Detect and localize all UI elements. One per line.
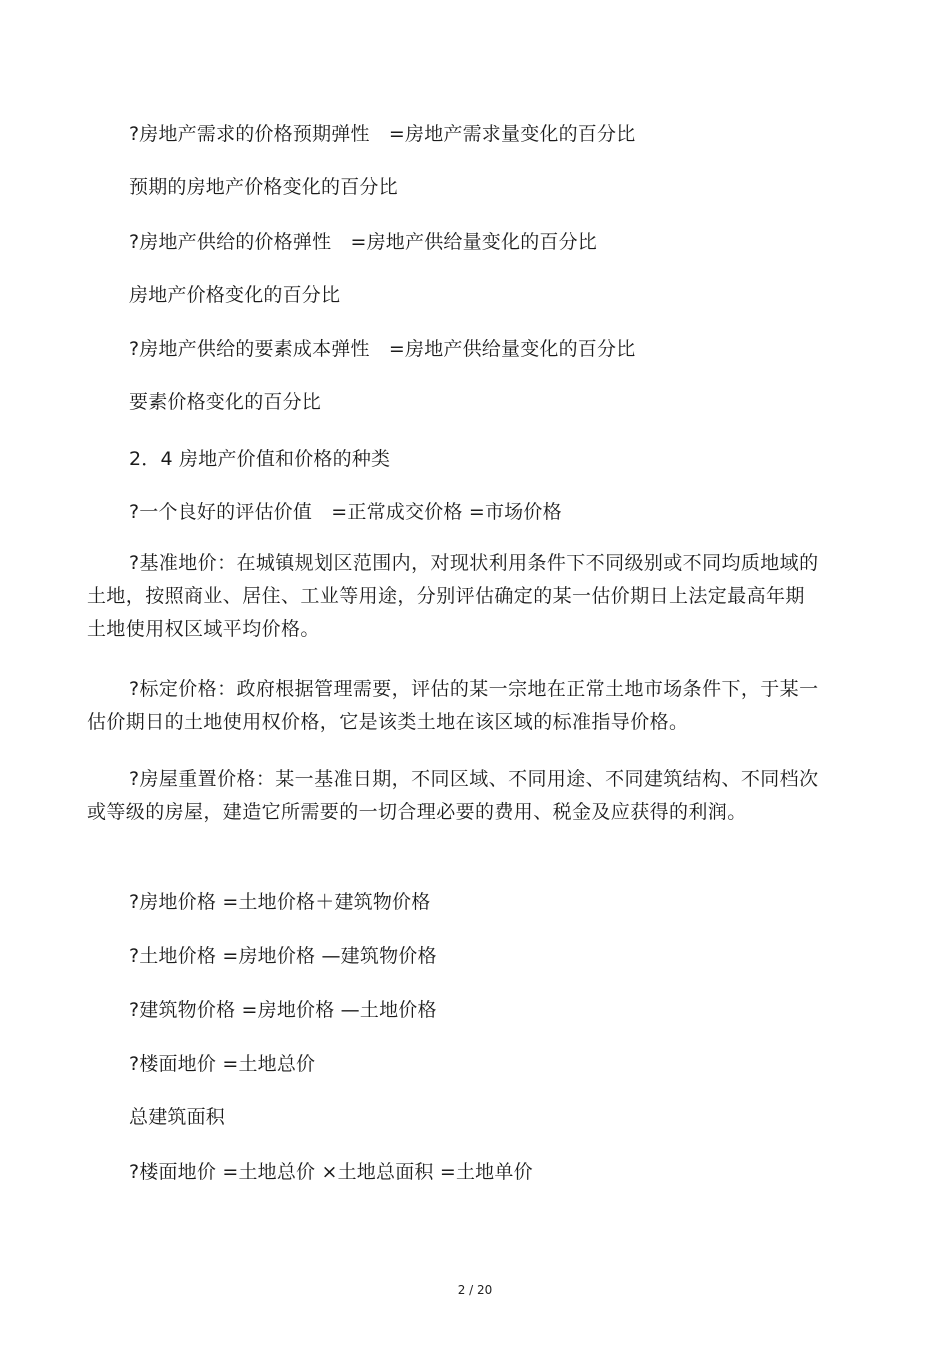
paragraph: ?标定价格：政府根据管理需要，评估的某一宗地在正常土地市场条件下，于某一估价期日的土地使用权价格，它是该类土地在该区域的标准指导价格。	[87, 678, 819, 733]
formula-line: ?楼面地价 =土地总价	[129, 1053, 316, 1075]
text-line: ?房地产供给的要素成本弹性 =房地产供给量变化的百分比	[129, 338, 636, 360]
text-line: 要素价格变化的百分比	[129, 391, 322, 413]
text-line: ?房地产供给的价格弹性 =房地产供给量变化的百分比	[129, 231, 598, 253]
text-line: 房地产价格变化的百分比	[129, 284, 341, 306]
formula-line: 总建筑面积	[129, 1106, 226, 1128]
text-line: 预期的房地产价格变化的百分比	[129, 176, 398, 198]
paragraph: ?基准地价：在城镇规划区范围内，对现状利用条件下不同级别或不同均质地域的土地，按照商业、居住、工业等用途，分别评估确定的某一估价期日上法定最高年期土地使用权区域平均价格。	[87, 552, 819, 640]
text-line: ?一个良好的评估价值 =正常成交价格 =市场价格	[129, 501, 562, 523]
section-heading: 2．4 房地产价值和价格的种类	[129, 448, 391, 470]
formula-line: ?建筑物价格 =房地价格 —土地价格	[129, 999, 437, 1021]
paragraph: ?房屋重置价格：某一基准日期，不同区域、不同用途、不同建筑结构、不同档次或等级的房屋，建造它所需要的一切合理必要的费用、税金及应获得的利润。	[87, 768, 819, 823]
text-line: ?房地产需求的价格预期弹性 =房地产需求量变化的百分比	[129, 123, 636, 145]
formula-line: ?房地价格 =土地价格＋建筑物价格	[129, 891, 431, 913]
formula-line: ?楼面地价 =土地总价 ×土地总面积 =土地单价	[129, 1161, 533, 1183]
page-number: 2 / 20	[457, 1283, 493, 1297]
formula-line: ?土地价格 =房地价格 —建筑物价格	[129, 945, 437, 967]
